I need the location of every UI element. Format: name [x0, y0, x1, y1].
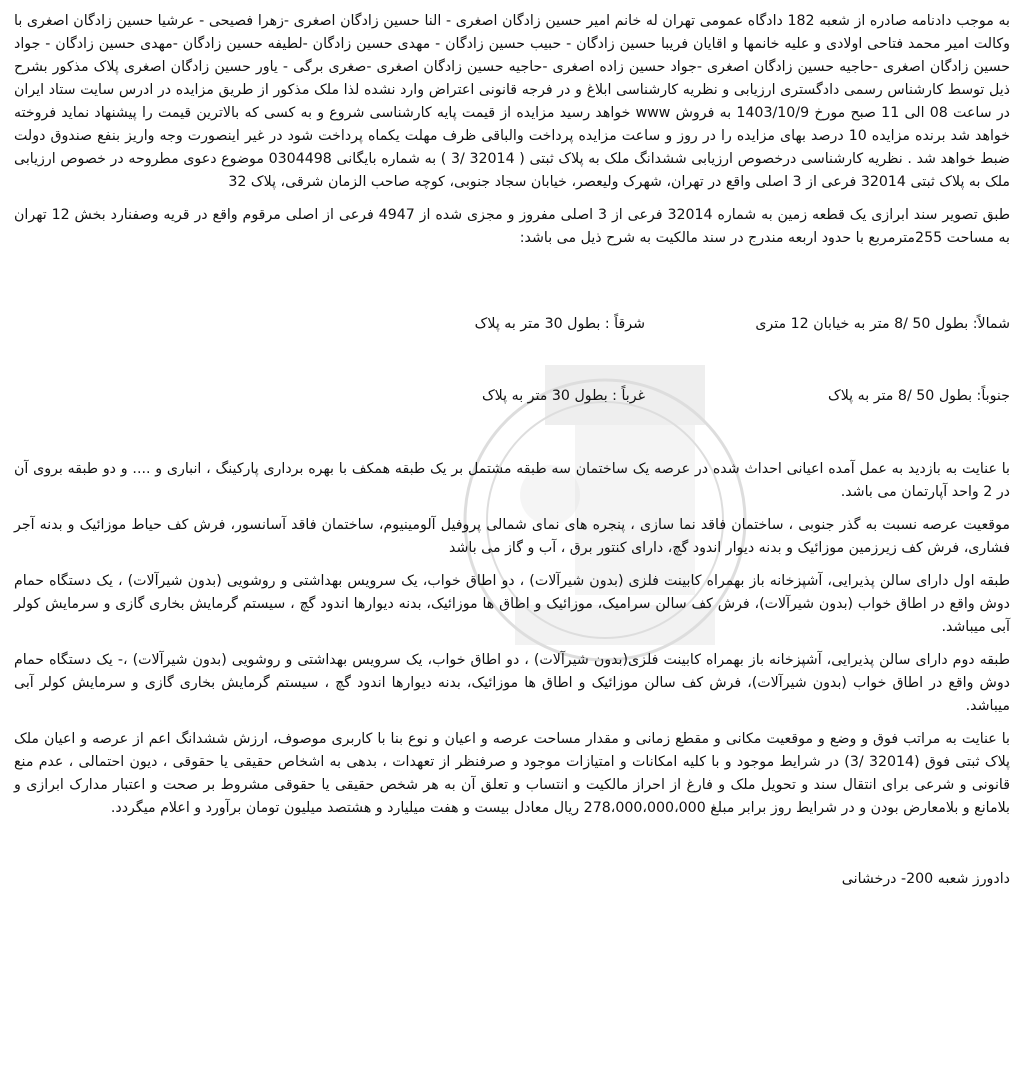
boundary-south: جنوباً: بطول 50 /8 متر به پلاک: [828, 388, 1010, 404]
signature-line: دادورز شعبه 200- درخشانی: [841, 871, 1010, 887]
floor1-paragraph: طبقه اول دارای سالن پذیرایی، آشپزخانه باز بهمراه کابینت فلزی (بدون شیرآلات) ، دو اطاق خواب، یک سرویس بهداشتی و روشویی (بدون شیرآلات) ، یک دستگاه حمام دوش واقع در اطاق خواب (بدون شیرآلات)، فرش کف سالن سرامیک، موزائیک و اطاق ها موزائیک، بدنه دیوارها اندود گچ ، سیستم گرمایش بخاری گازی و سرمایش کولر آبی میباشد.: [14, 573, 1010, 635]
boundary-row-south-west: [14, 384, 1010, 408]
intro-paragraph: به موجب دادنامه صادره از شعبه 182 دادگاه عمومی تهران له خانم امیر حسین زادگان اصغری - النا حسین زادگان اصغری -زهرا فصیحی - عرشیا حسین زادگان اصغری با وکالت امیر محمد فتاحی اولادی و علیه خانمها و اقایان فریبا حسین زادگان - حبیب حسین زادگان - مهدی حسین زادگان -لطیفه حسین زادگان -مهدی حسین زادگان - جواد حسین زادگان اصغری -حاجیه حسین زادگان اصغری -جواد حسین زاده اصغری -حاجیه حسین زادگان اصغری -صغری برگی - یاور حسین زادگان اصغری پلاک مذکور بشرح ذیل توسط کارشناس رسمی دادگستری ارزیابی و نظریه کارشناسی ابلاغ و در فرجه قانونی اعتراض وارد نشده لذا ملک مذکور از طریق مزایده در ادرس سایت ستاد ایران در ساعت 08 الی 11 صبح مورخ 1403/10/9 به فروش www خواهد رسید مزایده از قیمت پایه کارشناسی شروع و به کسی که بالاترین قیمت را پیشنهاد نماید فروخته خواهد شد برنده مزایده 10 درصد بهای مزایده را در روز و ساعت مزایده پرداخت والباقی ظرف مهلت یکماه پرداخت شود در غیر اینصورت وجه واریز بنفع صندوق دولت ضبط خواهد شد . نظریه کارشناسی درخصوص ارزیابی ششدانگ ملک به پلاک ثبتی ( 32014 /3 ) به شماره بایگانی 0304498 موضوع دعوی مطروحه در خصوص ارزیابی ملک به پلاک ثبتی 32014 فرعی از 3 اصلی واقع در تهران، شهرک ولیعصر، خیابان سجاد جنوبی، کوچه صاحب الزمان شرقی، پلاک 32: [14, 13, 1011, 190]
boundary-west: غرباً : بطول 30 متر به پلاک: [481, 388, 645, 404]
location-paragraph: موقعیت عرصه نسبت به گذر جنوبی ، ساختمان فاقد نما سازی ، پنجره های نمای شمالی پروفیل آلومینیوم، ساختمان فاقد آسانسور، فرش کف حیاط موزائیک و بدنه آجر فشاری، فرش کف زیرزمین موزائیک و بدنه دیوار اندود گچ، دارای کنتور برق ، آب و گاز می باشد: [14, 517, 1010, 556]
boundary-north: شمالاً: بطول 50 /8 متر به خیابان 12 متری: [755, 316, 1010, 332]
visit-paragraph: با عنایت به بازدید به عمل آمده اعیانی احداث شده در عرصه یک ساختمان سه طبقه مشتمل بر یک طبقه همکف با بهره برداری پارکینگ ، انباری و .... و دو طبقه بروی آن در 2 واحد آپارتمان می باشد.: [14, 461, 1010, 500]
deed-paragraph: طبق تصویر سند ابرازی یک قطعه زمین به شماره 32014 فرعی از 3 اصلی مفروز و مجزی شده از 4947 فرعی از اصلی مرقوم واقع در قریه وصفنارد بخش 12 تهران به مساحت 255مترمربع با حدود اربعه مندرج در سند مالکیت به شرح ذیل می باشد:: [14, 207, 1010, 246]
boundary-row-north-east: [14, 312, 1010, 336]
floor2-paragraph: طبقه دوم دارای سالن پذیرایی، آشپزخانه باز بهمراه کابینت فلزی(بدون شیرآلات) ، دو اطاق خواب، یک سرویس بهداشتی و روشویی (بدون شیرآلات) ،- یک دستگاه حمام دوش واقع در اطاق خواب (بدون شیرآلات)، فرش کف سالن موزائیک و اطاق ها موزائیک، بدنه دیوارها اندود گچ ، سیستم گرمایش بخاری گازی و سرمایش کولر آبی میباشد.: [14, 652, 1010, 714]
valuation-paragraph: با عنایت به مراتب فوق و وضع و موقعیت مکانی و مقطع زمانی و مقدار مساحت عرصه و اعیان و نوع بنا با کاربری موصوف، ارزش ششدانگ اعم از عرصه و اعیان ملک پلاک ثبتی فوق (32014 /3) در شرایط موجود و با کلیه امکانات و امتیازات موجود و صرفنظر از تعهدات ، بدهی به اشخاص حقیقی یا حقوقی ، دیون احتمالی ، عدم منع قانونی و شرعی برای انتقال سند و تحویل ملک و فارغ از احراز مالکیت و انتساب و تعلق آن به هر شخص حقیقی یا حقوقی مشروط بر صحت و اعتبار مدارک ابرازی و بلامانع و بلامعارض بودن و در شرایط روز برابر مبلغ 278،000،000،000 ریال معادل بیست و هفت میلیارد و هشتصد میلیون تومان برآورد و اعلام میگردد.: [14, 731, 1010, 816]
boundaries-section: [14, 312, 1010, 408]
document-body: [14, 10, 1010, 891]
boundary-east: شرقاً : بطول 30 متر به پلاک: [474, 316, 645, 332]
